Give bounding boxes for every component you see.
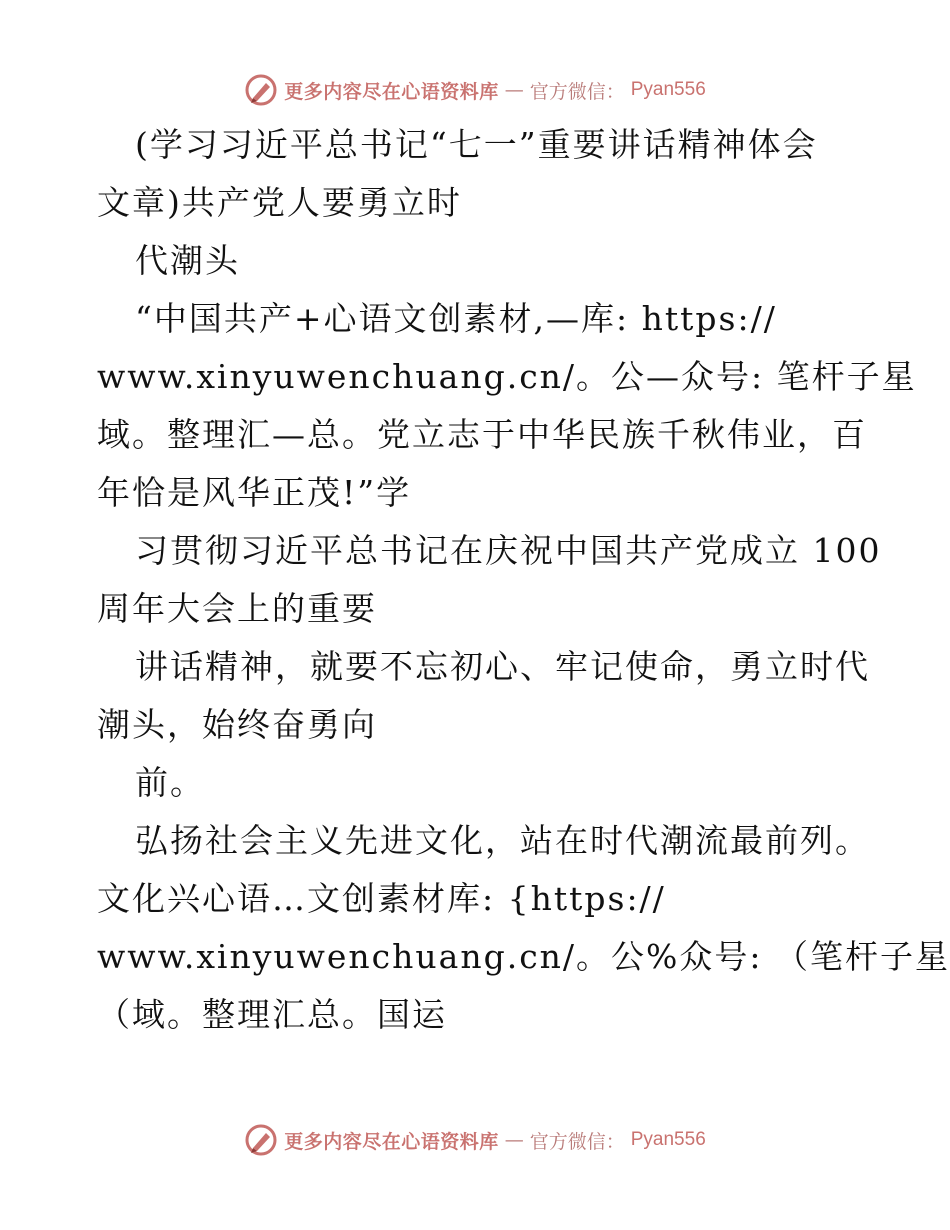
pen-logo-icon bbox=[244, 1123, 278, 1157]
banner-dash: — bbox=[504, 1129, 524, 1151]
body-line: 代潮头 bbox=[135, 241, 240, 280]
document-body bbox=[97, 116, 950, 1044]
body-line: （域。整理汇总。国运 bbox=[97, 995, 447, 1034]
body-line: www.xinyuwenchuang.cn/。公—众号: 笔杆子星 bbox=[97, 357, 917, 396]
header-banner bbox=[0, 70, 950, 110]
body-line: “中国共产+心语文创素材,—库: https:// bbox=[135, 299, 777, 338]
banner-sub-text: 官方微信： bbox=[529, 1130, 625, 1153]
banner-main-text: 更多内容尽在心语资料库 bbox=[284, 80, 499, 103]
body-line: 文章)共产党人要勇立时 bbox=[97, 183, 462, 222]
body-line: 潮头，始终奋勇向 bbox=[97, 705, 377, 744]
body-line: 弘扬社会主义先进文化，站在时代潮流最前列。 bbox=[135, 821, 870, 860]
banner-dash: — bbox=[504, 79, 524, 101]
body-line: 年恰是风华正茂!”学 bbox=[97, 473, 412, 512]
banner-main-text: 更多内容尽在心语资料库 bbox=[284, 1130, 499, 1153]
body-line: 习贯彻习近平总书记在庆祝中国共产党成立 100 bbox=[135, 531, 882, 570]
banner-sub-text: 官方微信： bbox=[529, 80, 625, 103]
body-line: 文化兴心语…文创素材库: {https:// bbox=[97, 879, 666, 918]
body-line: 前。 bbox=[135, 763, 205, 802]
body-line: 讲话精神，就要不忘初心、牢记使命，勇立时代 bbox=[135, 647, 870, 686]
body-line: 周年大会上的重要 bbox=[97, 589, 377, 628]
body-line: (学习习近平总书记“七一”重要讲话精神体会 bbox=[135, 125, 818, 164]
body-line: 域。整理汇—总。党立志于中华民族千秋伟业，百 bbox=[97, 415, 867, 454]
pen-logo-icon bbox=[244, 73, 278, 107]
footer-banner bbox=[0, 1120, 950, 1160]
banner-wechat-id: Pyan556 bbox=[630, 79, 706, 100]
banner-wechat-id: Pyan556 bbox=[630, 1129, 706, 1150]
body-line: www.xinyuwenchuang.cn/。公%众号: （笔杆子星 bbox=[97, 937, 950, 976]
